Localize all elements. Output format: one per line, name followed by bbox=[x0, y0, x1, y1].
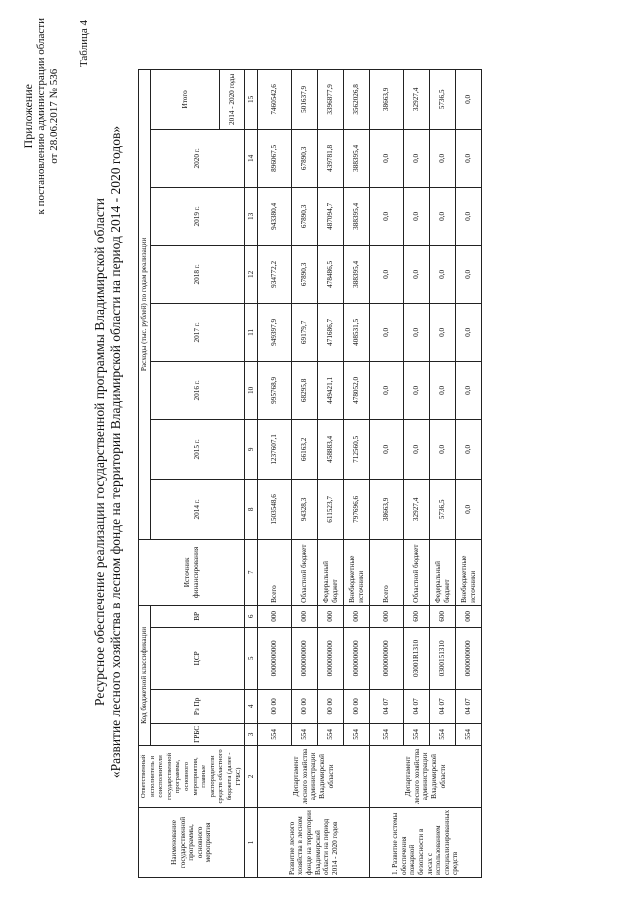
cell-value: 896067,5 bbox=[258, 129, 292, 187]
cell-value: 0,0 bbox=[404, 129, 430, 187]
column-index: 14 bbox=[245, 129, 258, 187]
rotated-document-page bbox=[20, 12, 620, 892]
cell-grbs: 554 bbox=[344, 723, 370, 745]
table-row bbox=[258, 69, 292, 877]
cell-value: 38663,9 bbox=[370, 479, 404, 539]
cell-value: 478052,0 bbox=[344, 361, 370, 419]
header-name: Наименование государственной программы, основного мероприятия bbox=[139, 807, 245, 877]
header-responsible: Ответственный исполнитель и соисполнители государственной программы, основного мероприятия, главные распорядители средств областного бюджета (далее - ГРБС) bbox=[139, 745, 245, 807]
cell-value: 797696,6 bbox=[344, 479, 370, 539]
cell-csr: 0000000000 bbox=[258, 627, 292, 689]
cell-value: 611523,7 bbox=[318, 479, 344, 539]
header-total: Итого bbox=[150, 69, 220, 129]
cell-rzpr: 00 00 bbox=[292, 689, 318, 723]
column-index: 2 bbox=[245, 745, 258, 807]
cell-value: 478486,5 bbox=[318, 245, 344, 303]
cell-value: 0,0 bbox=[370, 361, 404, 419]
cell-vr: 000 bbox=[318, 605, 344, 627]
cell-grbs: 554 bbox=[430, 723, 456, 745]
column-index: 10 bbox=[245, 361, 258, 419]
table-body bbox=[258, 69, 482, 877]
resource-table bbox=[138, 69, 482, 878]
appendix-title: Приложение bbox=[21, 84, 35, 149]
cell-value: 388395,4 bbox=[344, 245, 370, 303]
column-index: 7 bbox=[245, 539, 258, 605]
cell-value: 0,0 bbox=[370, 303, 404, 361]
table-label: Таблица 4 bbox=[78, 20, 90, 68]
column-index: 6 bbox=[245, 605, 258, 627]
cell-csr: 0300151310 bbox=[430, 627, 456, 689]
header-total-period: 2014 - 2020 годы bbox=[220, 69, 245, 129]
cell-value: 501637,9 bbox=[292, 69, 318, 129]
cell-source: Внебюджетные источники bbox=[344, 539, 370, 605]
table-row bbox=[370, 69, 404, 877]
header-vr: ВР bbox=[150, 605, 245, 627]
caption-line-1: Ресурсное обеспечение реализации государственной программы Владимирской области bbox=[92, 198, 107, 706]
cell-value: 0,0 bbox=[370, 129, 404, 187]
cell-vr: 000 bbox=[258, 605, 292, 627]
cell-value: 471686,7 bbox=[318, 303, 344, 361]
cell-value: 0,0 bbox=[456, 245, 482, 303]
column-index: 15 bbox=[245, 69, 258, 129]
cell-vr: 000 bbox=[370, 605, 404, 627]
cell-value: 487094,7 bbox=[318, 187, 344, 245]
cell-source: Всего bbox=[370, 539, 404, 605]
cell-value: 5736,5 bbox=[430, 479, 456, 539]
cell-rzpr: 00 00 bbox=[318, 689, 344, 723]
appendix-date: от 28.06.2017 № 536 bbox=[48, 68, 60, 164]
cell-value: 1503548,6 bbox=[258, 479, 292, 539]
column-index: 8 bbox=[245, 479, 258, 539]
cell-value: 0,0 bbox=[404, 419, 430, 479]
cell-value: 67890,3 bbox=[292, 129, 318, 187]
column-index: 4 bbox=[245, 689, 258, 723]
cell-grbs: 554 bbox=[318, 723, 344, 745]
cell-rzpr: 04 07 bbox=[430, 689, 456, 723]
header-year-2020: 2020 г. bbox=[150, 129, 245, 187]
caption-line-2: «Развитие лесного хозяйства в лесном фонде на территории Владимирской области на период 2014 - 2020 годов» bbox=[108, 125, 123, 779]
cell-csr: 0000000000 bbox=[456, 627, 482, 689]
cell-rzpr: 00 00 bbox=[258, 689, 292, 723]
cell-value: 0,0 bbox=[456, 419, 482, 479]
cell-source: Областной бюджет bbox=[404, 539, 430, 605]
cell-value: 0,0 bbox=[370, 419, 404, 479]
cell-value: 388395,4 bbox=[344, 187, 370, 245]
cell-value: 7460542,6 bbox=[258, 69, 292, 129]
cell-value: 0,0 bbox=[430, 245, 456, 303]
cell-value: 5736,5 bbox=[430, 69, 456, 129]
column-index: 12 bbox=[245, 245, 258, 303]
cell-vr: 600 bbox=[430, 605, 456, 627]
header-expenses: Расходы (тыс. рублей) по годам реализации bbox=[139, 69, 151, 539]
cell-value: 712560,5 bbox=[344, 419, 370, 479]
cell-responsible: Департамент лесного хозяйства администрации Владимирской области bbox=[370, 745, 482, 807]
cell-rzpr: 04 07 bbox=[404, 689, 430, 723]
table-header bbox=[139, 69, 258, 877]
cell-grbs: 554 bbox=[404, 723, 430, 745]
cell-value: 68295,8 bbox=[292, 361, 318, 419]
cell-value: 0,0 bbox=[404, 187, 430, 245]
cell-grbs: 554 bbox=[456, 723, 482, 745]
cell-source: Внебюджетные источники bbox=[456, 539, 482, 605]
cell-rzpr: 04 07 bbox=[456, 689, 482, 723]
cell-value: 408531,5 bbox=[344, 303, 370, 361]
cell-value: 995768,9 bbox=[258, 361, 292, 419]
cell-value: 0,0 bbox=[430, 303, 456, 361]
cell-value: 0,0 bbox=[430, 187, 456, 245]
cell-csr: 0000000000 bbox=[370, 627, 404, 689]
cell-value: 0,0 bbox=[456, 361, 482, 419]
cell-vr: 600 bbox=[404, 605, 430, 627]
cell-value: 0,0 bbox=[430, 419, 456, 479]
column-index: 1 bbox=[245, 807, 258, 877]
column-index: 9 bbox=[245, 419, 258, 479]
cell-responsible: Департамент лесного хозяйства администрации Владимирской области bbox=[258, 745, 370, 807]
cell-value: 32927,4 bbox=[404, 479, 430, 539]
column-index: 13 bbox=[245, 187, 258, 245]
cell-vr: 000 bbox=[292, 605, 318, 627]
cell-value: 934772,2 bbox=[258, 245, 292, 303]
cell-value: 66163,2 bbox=[292, 419, 318, 479]
cell-value: 69179,7 bbox=[292, 303, 318, 361]
column-index: 5 bbox=[245, 627, 258, 689]
cell-vr: 000 bbox=[344, 605, 370, 627]
cell-csr: 0000000000 bbox=[292, 627, 318, 689]
cell-source: Всего bbox=[258, 539, 292, 605]
cell-source: Областной бюджет bbox=[292, 539, 318, 605]
cell-value: 67890,3 bbox=[292, 245, 318, 303]
cell-program-name: Развитие лесного хозяйства в лесном фонде на территории Владимирской области на период 2014 - 2020 годов bbox=[258, 807, 370, 877]
cell-vr: 000 bbox=[456, 605, 482, 627]
column-index-row bbox=[245, 69, 258, 877]
cell-value: 0,0 bbox=[430, 129, 456, 187]
cell-value: 0,0 bbox=[456, 479, 482, 539]
cell-grbs: 554 bbox=[258, 723, 292, 745]
cell-value: 0,0 bbox=[456, 129, 482, 187]
cell-value: 0,0 bbox=[370, 245, 404, 303]
cell-value: 0,0 bbox=[404, 361, 430, 419]
cell-value: 0,0 bbox=[456, 303, 482, 361]
header-year-2014: 2014 г. bbox=[150, 479, 245, 539]
cell-rzpr: 04 07 bbox=[370, 689, 404, 723]
cell-value: 0,0 bbox=[456, 69, 482, 129]
cell-value: 38663,9 bbox=[370, 69, 404, 129]
header-grbs: ГРБС bbox=[150, 723, 245, 745]
cell-value: 1237607,1 bbox=[258, 419, 292, 479]
header-year-2016: 2016 г. bbox=[150, 361, 245, 419]
header-year-2015: 2015 г. bbox=[150, 419, 245, 479]
cell-grbs: 554 bbox=[292, 723, 318, 745]
cell-value: 949397,9 bbox=[258, 303, 292, 361]
cell-source: Федеральный бюджет bbox=[430, 539, 456, 605]
cell-value: 67890,3 bbox=[292, 187, 318, 245]
header-year-2018: 2018 г. bbox=[150, 245, 245, 303]
cell-value: 94328,3 bbox=[292, 479, 318, 539]
header-year-2017: 2017 г. bbox=[150, 303, 245, 361]
header-csr: ЦСР bbox=[150, 627, 245, 689]
cell-value: 0,0 bbox=[404, 245, 430, 303]
cell-grbs: 554 bbox=[370, 723, 404, 745]
cell-program-name: 1. Развитие системы обеспечения пожарной безопасности в лесах с использованием специализированных средств bbox=[370, 807, 482, 877]
cell-value: 0,0 bbox=[430, 361, 456, 419]
document-caption bbox=[92, 12, 124, 892]
cell-value: 943380,4 bbox=[258, 187, 292, 245]
header-source: Источник финансирования bbox=[139, 539, 245, 605]
document-header bbox=[22, 18, 61, 215]
appendix-subtitle: к постановлению администрации области bbox=[35, 18, 47, 215]
cell-value: 458883,4 bbox=[318, 419, 344, 479]
cell-value: 32927,4 bbox=[404, 69, 430, 129]
cell-value: 439781,8 bbox=[318, 129, 344, 187]
column-index: 3 bbox=[245, 723, 258, 745]
header-budget-code: Код бюджетной классификации bbox=[139, 605, 151, 745]
cell-rzpr: 00 00 bbox=[344, 689, 370, 723]
header-year-2019: 2019 г. bbox=[150, 187, 245, 245]
header-rzpr: Рз Пр bbox=[150, 689, 245, 723]
cell-value: 0,0 bbox=[404, 303, 430, 361]
cell-value: 0,0 bbox=[370, 187, 404, 245]
cell-csr: 03001R1310 bbox=[404, 627, 430, 689]
column-index: 11 bbox=[245, 303, 258, 361]
cell-value: 449421,1 bbox=[318, 361, 344, 419]
cell-source: Федеральный бюджет bbox=[318, 539, 344, 605]
cell-value: 3396877,9 bbox=[318, 69, 344, 129]
cell-value: 0,0 bbox=[456, 187, 482, 245]
cell-csr: 0000000000 bbox=[344, 627, 370, 689]
cell-value: 3562026,8 bbox=[344, 69, 370, 129]
cell-value: 388395,4 bbox=[344, 129, 370, 187]
cell-csr: 0000000000 bbox=[318, 627, 344, 689]
